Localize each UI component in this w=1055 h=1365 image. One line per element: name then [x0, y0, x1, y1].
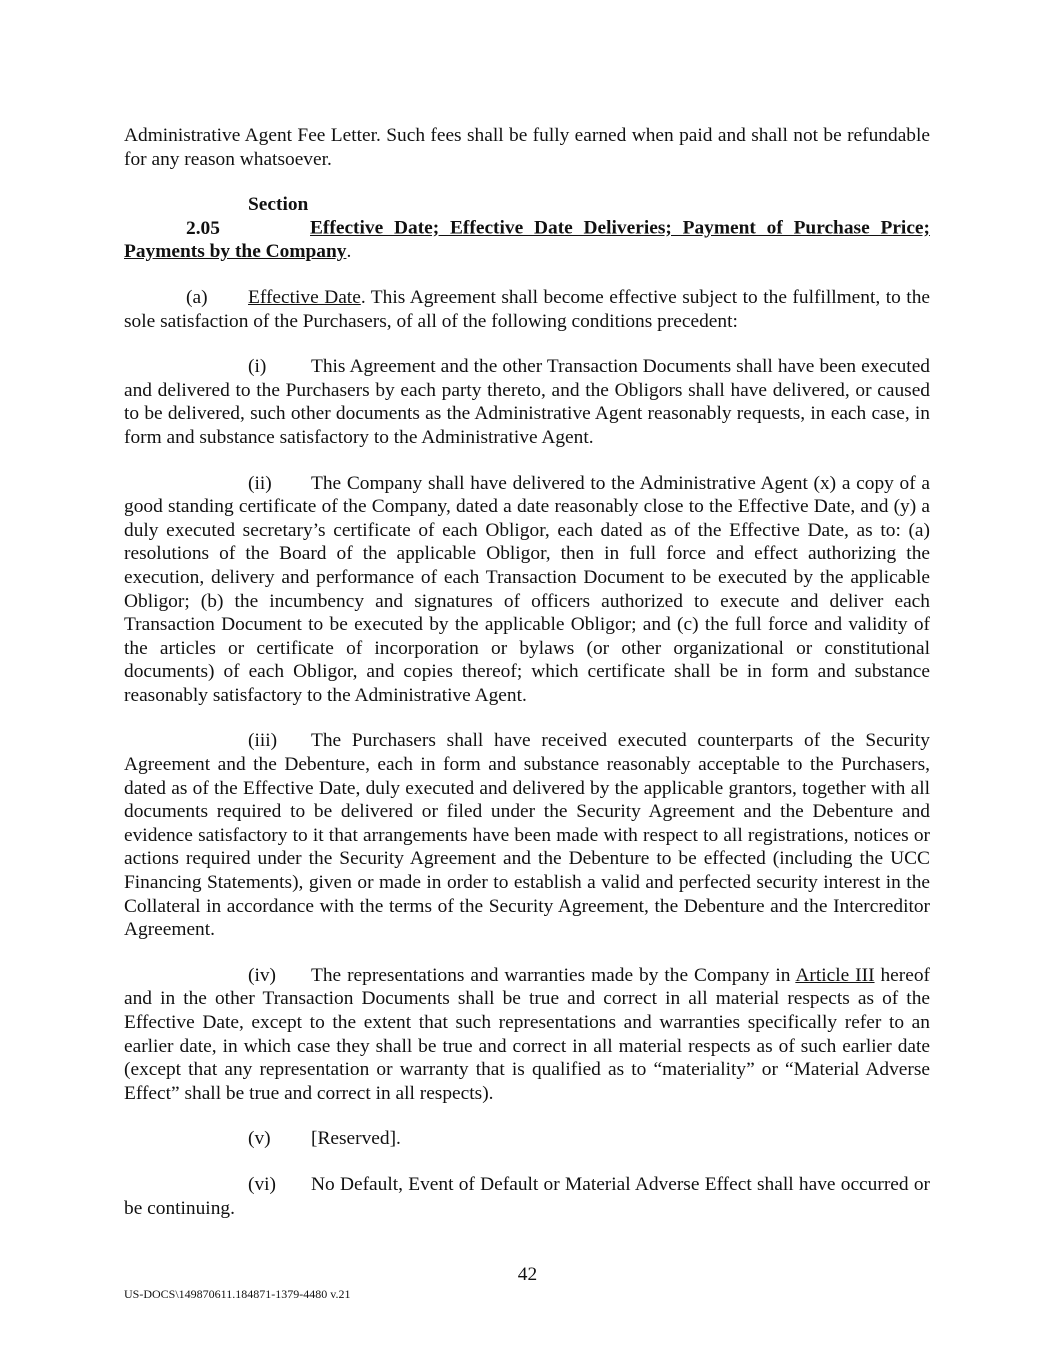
item-iv-text-after: hereof and in the other Transaction Documents shall be true and correct in all material respects as of the Effective Date, except to the extent that such representations and warranties specifically refer to an earlier date, in which case they shall be true and correct in all material respects as of such earlier date (except that any representation or warranty that is qualified as to “materiality” or “Material Adverse Effect” shall be true and correct in all respects). — [124, 964, 931, 1104]
item-i-label: (i) — [248, 356, 267, 378]
item-i — [124, 355, 930, 449]
paragraph-a — [124, 286, 930, 333]
paragraph-a-title: Effective Date — [248, 286, 361, 308]
item-v-label: (v) — [248, 1128, 271, 1150]
item-i-text: This Agreement and the other Transaction Documents shall have been executed and delivered to the Purchasers by each party thereto, and the Obligors shall have delivered, or caused to be delivered, such other documents as the Administrative Agent reasonably requests, in each case, in form and substance satisfactory to the Administrative Agent. — [124, 356, 930, 448]
document-body — [124, 124, 930, 1220]
item-iii-text: The Purchasers shall have received executed counterparts of the Security Agreement and the Debenture, each in form and substance reasonably acceptable to the Purchasers, dated as of the Effective Date, duly executed and delivered by the applicable grantors, together with all documents required to be delivered or filed under the Security Agreement and the Debenture and evidence satisfactory to it that arrangements have been made with respect to all registrations, notices or actions required under the Security Agreement and the Debenture to be effected (including the UCC Financing Statements), given or made in order to establish a valid and perfected security interest in the Collateral in accordance with the terms of the Security Agreement, the Debenture and the Intercreditor Agreement. — [124, 730, 930, 941]
intro-paragraph: Administrative Agent Fee Letter. Such fees shall be fully earned when paid and shall not be refundable for any reason whatsoever. — [124, 125, 930, 170]
article-iii-link[interactable]: Article III — [795, 964, 875, 986]
section-title: Effective Date; Effective Date Deliveries; Payment of Purchase Price; Payments by the Company — [124, 217, 930, 263]
item-iv — [124, 964, 930, 1106]
paragraph-a-text: . This Agreement shall become effective subject to the fulfillment, to the sole satisfaction of the Purchasers, of all of the following conditions precedent: — [124, 286, 930, 332]
item-iii-label: (iii) — [248, 730, 278, 752]
page-number: 42 — [517, 1264, 538, 1285]
paragraph-a-label: (a) — [186, 286, 208, 308]
item-ii-text: The Company shall have delivered to the Administrative Agent (x) a copy of a good standing certificate of the Company, dated a date reasonably close to the Effective Date, and (y) a duly executed secretary’s certificate of each Obligor, each dated as of the Effective Date, as to: (a) resolutions of the Board of the applicable Obligor, then in full force and effect authorizing the execution, delivery and performance of each Transaction Document to be executed by the applicable Obligor; (b) the incumbency and signatures of officers authorized to execute and deliver each Transaction Document to be executed by the applicable Obligor; and (c) the full force and validity of the articles or certificate of incorporation or bylaws (or other organizational or constitutional documents) of each Obligor, and copies thereof; which certificate shall be in form and substance reasonably satisfactory to the Administrative Agent. — [124, 472, 930, 706]
document-footer-id: US-DOCS\149870611.184871-1379-4480 v.21 — [124, 1287, 351, 1301]
item-vi-text: No Default, Event of Default or Material Adverse Effect shall have occurred or be continuing. — [124, 1173, 930, 1219]
item-iv-label: (iv) — [248, 964, 276, 986]
section-heading — [124, 193, 930, 264]
item-vi-label: (vi) — [248, 1173, 276, 1195]
item-ii-label: (ii) — [248, 472, 272, 494]
item-v-text: [Reserved]. — [311, 1128, 401, 1150]
item-iv-text-before: The representations and warranties made by the Company in — [311, 964, 796, 986]
section-title-period: . — [346, 241, 352, 263]
item-v — [124, 1127, 930, 1151]
item-ii — [124, 472, 930, 708]
section-number: Section 2.05 — [186, 194, 309, 239]
item-vi — [124, 1173, 930, 1220]
item-iii — [124, 729, 930, 941]
